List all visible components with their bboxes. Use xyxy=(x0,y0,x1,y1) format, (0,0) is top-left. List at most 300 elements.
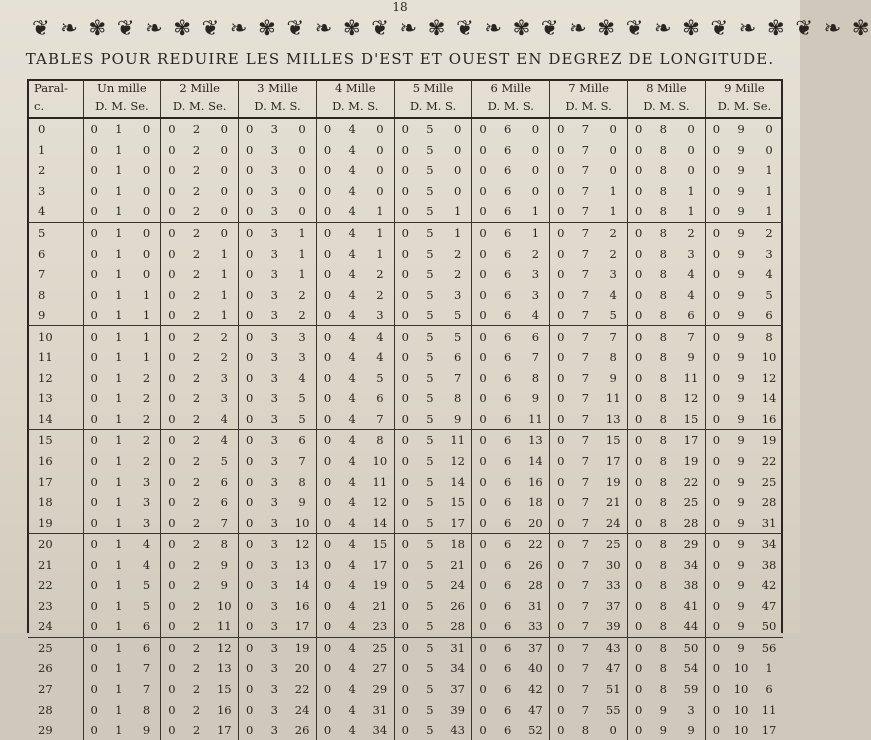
seconds-cell: 5 xyxy=(599,305,627,326)
degrees-cell: 0 xyxy=(627,368,649,389)
minutes-cell: 5 xyxy=(426,598,434,613)
table-row xyxy=(28,409,783,430)
seconds-cell: 13 xyxy=(528,433,543,448)
seconds-cell: 24 xyxy=(599,512,627,533)
minutes-cell: 4 xyxy=(348,163,356,178)
minutes-cell: 1 xyxy=(115,163,123,178)
minutes-cell: 3 xyxy=(270,329,278,344)
degrees-cell: 0 xyxy=(83,222,105,243)
minutes-cell: 6 xyxy=(504,267,512,282)
seconds-cell: 7 xyxy=(531,350,540,365)
degrees-cell: 0 xyxy=(394,368,416,389)
degrees-cell: 0 xyxy=(705,409,727,430)
minutes-cell: 3 xyxy=(270,226,278,240)
seconds-cell: 14 xyxy=(761,391,777,406)
seconds-cell: 7 xyxy=(142,661,151,676)
seconds-cell: 24 xyxy=(294,702,310,717)
minutes-cell: 4 xyxy=(338,616,366,637)
minutes-cell: 1 xyxy=(115,433,123,448)
seconds-cell: 0 xyxy=(298,142,306,157)
parallel-degree: 8 xyxy=(38,287,46,302)
degrees-cell: 0 xyxy=(705,637,727,658)
seconds-cell: 9 xyxy=(687,350,695,365)
header-column-5-miles: 5 Mille xyxy=(394,80,472,98)
degrees-cell: 0 xyxy=(550,637,572,658)
table-row xyxy=(28,222,783,243)
seconds-cell: 9 xyxy=(609,370,617,385)
degrees-cell: 0 xyxy=(550,554,572,575)
minutes-cell: 9 xyxy=(737,454,745,469)
minutes-cell: 1 xyxy=(105,409,133,430)
minutes-cell: 9 xyxy=(737,495,745,510)
header-column-7-units: D. M. S. xyxy=(550,98,628,118)
minutes-cell: 4 xyxy=(338,512,366,533)
degrees-cell: 0 xyxy=(161,637,183,658)
degrees-cell: 0 xyxy=(394,451,416,472)
seconds-cell: 14 xyxy=(528,454,543,469)
degrees-cell: 0 xyxy=(83,284,105,305)
seconds-cell: 2 xyxy=(687,226,695,240)
minutes-cell: 3 xyxy=(270,474,278,489)
degrees-cell: 0 xyxy=(161,512,183,533)
minutes-cell: 3 xyxy=(270,682,278,697)
minutes-cell: 8 xyxy=(649,409,677,430)
degrees-cell: 0 xyxy=(550,305,572,326)
minutes-cell: 6 xyxy=(504,391,512,406)
minutes-cell: 6 xyxy=(504,350,512,365)
degrees-cell: 0 xyxy=(161,140,183,161)
degrees-cell: 0 xyxy=(705,118,727,140)
minutes-cell: 5 xyxy=(416,512,444,533)
degrees-cell: 0 xyxy=(472,637,494,658)
minutes-cell: 6 xyxy=(504,226,512,240)
minutes-cell: 1 xyxy=(115,329,123,344)
seconds-cell: 51 xyxy=(605,682,621,697)
seconds-cell: 15 xyxy=(605,433,621,448)
seconds-cell: 34 xyxy=(761,537,777,552)
degrees-cell: 0 xyxy=(83,533,105,554)
minutes-cell: 9 xyxy=(727,512,755,533)
degrees-cell: 0 xyxy=(239,222,261,243)
minutes-cell: 9 xyxy=(727,616,755,637)
seconds-cell: 34 xyxy=(450,661,465,676)
degrees-cell: 0 xyxy=(394,388,416,409)
degrees-cell: 0 xyxy=(394,471,416,492)
degrees-cell: 0 xyxy=(83,305,105,326)
seconds-cell: 3 xyxy=(453,287,462,302)
header-column-8-units: D. M. S. xyxy=(627,98,705,118)
parallel-degree: 3 xyxy=(38,183,46,198)
degrees-cell: 0 xyxy=(705,326,727,347)
degrees-cell: 0 xyxy=(550,720,572,740)
minutes-cell: 1 xyxy=(115,557,123,572)
seconds-cell: 2 xyxy=(133,409,161,430)
degrees-cell: 0 xyxy=(83,616,105,637)
minutes-cell: 9 xyxy=(737,433,745,448)
seconds-cell: 0 xyxy=(453,183,462,198)
table-row xyxy=(28,140,783,161)
seconds-cell: 11 xyxy=(450,433,465,448)
minutes-cell: 8 xyxy=(659,598,667,613)
seconds-cell: 2 xyxy=(142,454,151,469)
seconds-cell: 47 xyxy=(528,702,543,717)
degrees-cell: 0 xyxy=(394,284,416,305)
table-row xyxy=(28,368,783,389)
parallel-degree: 26 xyxy=(38,661,53,676)
seconds-cell: 1 xyxy=(755,201,783,222)
seconds-cell: 2 xyxy=(142,391,151,406)
degrees-cell: 0 xyxy=(239,637,261,658)
seconds-cell: 0 xyxy=(453,122,462,137)
page-title: TABLES POUR REDUIRE LES MILLES D'EST ET OUEST EN DEGREZ DE LONGITUDE. xyxy=(25,50,775,68)
table-row xyxy=(28,575,783,596)
parallel-degree: 6 xyxy=(38,246,46,261)
degrees-cell: 0 xyxy=(239,575,261,596)
seconds-cell: 6 xyxy=(220,474,228,489)
degrees-cell: 0 xyxy=(239,512,261,533)
minutes-cell: 3 xyxy=(260,409,288,430)
degrees-cell: 0 xyxy=(161,596,183,617)
minutes-cell: 7 xyxy=(581,537,590,552)
degrees-cell: 0 xyxy=(239,326,261,347)
degrees-cell: 0 xyxy=(239,201,261,222)
minutes-cell: 6 xyxy=(504,122,512,137)
seconds-cell: 11 xyxy=(522,409,550,430)
degrees-cell: 0 xyxy=(550,347,572,368)
degrees-cell: 0 xyxy=(161,305,183,326)
minutes-cell: 1 xyxy=(105,305,133,326)
seconds-cell: 38 xyxy=(683,578,699,593)
degrees-cell: 0 xyxy=(550,699,572,720)
degrees-cell: 0 xyxy=(394,118,416,140)
seconds-cell: 7 xyxy=(211,512,239,533)
degrees-cell: 0 xyxy=(705,388,727,409)
degrees-cell: 0 xyxy=(316,160,338,181)
degrees-cell: 0 xyxy=(705,451,727,472)
minutes-cell: 6 xyxy=(494,305,522,326)
seconds-cell: 0 xyxy=(453,163,462,178)
degrees-cell: 0 xyxy=(316,326,338,347)
seconds-cell: 8 xyxy=(609,350,617,365)
degrees-cell: 0 xyxy=(83,201,105,222)
seconds-cell: 0 xyxy=(765,142,773,157)
parallel-degree: 16 xyxy=(38,454,53,469)
seconds-cell: 1 xyxy=(366,201,394,222)
minutes-cell: 5 xyxy=(416,305,444,326)
seconds-cell: 20 xyxy=(522,512,550,533)
seconds-cell: 1 xyxy=(298,226,306,240)
degrees-cell: 0 xyxy=(394,554,416,575)
degrees-cell: 0 xyxy=(550,140,572,161)
seconds-cell: 0 xyxy=(142,267,151,282)
minutes-cell: 8 xyxy=(659,495,667,510)
degrees-cell: 0 xyxy=(161,264,183,285)
degrees-cell: 0 xyxy=(161,492,183,513)
seconds-cell: 17 xyxy=(216,723,232,738)
seconds-cell: 0 xyxy=(142,226,151,240)
minutes-cell: 1 xyxy=(115,122,123,137)
header-column-2-miles: 2 Mille xyxy=(161,80,239,98)
seconds-cell: 8 xyxy=(531,370,540,385)
minutes-cell: 4 xyxy=(348,433,356,448)
parallel-degree: 15 xyxy=(38,433,53,448)
seconds-cell: 25 xyxy=(372,640,388,655)
degrees-cell: 0 xyxy=(83,471,105,492)
seconds-cell: 34 xyxy=(683,557,699,572)
minutes-cell: 2 xyxy=(192,598,201,613)
degrees-cell: 0 xyxy=(472,492,494,513)
seconds-cell: 1 xyxy=(298,246,306,261)
seconds-cell: 17 xyxy=(683,433,699,448)
degrees-cell: 0 xyxy=(472,243,494,264)
seconds-cell: 22 xyxy=(683,474,699,489)
seconds-cell: 21 xyxy=(605,495,621,510)
seconds-cell: 11 xyxy=(372,474,388,489)
minutes-cell: 2 xyxy=(183,512,211,533)
degrees-cell: 0 xyxy=(550,284,572,305)
minutes-cell: 5 xyxy=(416,409,444,430)
minutes-cell: 9 xyxy=(737,391,745,406)
seconds-cell: 5 xyxy=(765,287,773,302)
minutes-cell: 1 xyxy=(105,616,133,637)
seconds-cell: 4 xyxy=(211,409,239,430)
degrees-cell: 0 xyxy=(83,554,105,575)
minutes-cell: 5 xyxy=(416,201,444,222)
degrees-cell: 0 xyxy=(316,699,338,720)
degrees-cell: 0 xyxy=(83,118,105,140)
seconds-cell: 0 xyxy=(220,122,228,137)
minutes-cell: 6 xyxy=(504,557,512,572)
degrees-cell: 0 xyxy=(472,720,494,740)
seconds-cell: 2 xyxy=(142,370,151,385)
degrees-cell: 0 xyxy=(627,181,649,202)
degrees-cell: 0 xyxy=(627,699,649,720)
degrees-cell: 0 xyxy=(239,284,261,305)
minutes-cell: 2 xyxy=(192,454,201,469)
minutes-cell: 4 xyxy=(348,702,356,717)
degrees-cell: 0 xyxy=(550,326,572,347)
seconds-cell: 19 xyxy=(761,433,777,448)
header-column-8-miles: 8 Mille xyxy=(627,80,705,98)
minutes-cell: 7 xyxy=(581,578,590,593)
parallel-degree: 14 xyxy=(28,409,83,430)
seconds-cell: 8 xyxy=(765,329,773,344)
degrees-cell: 0 xyxy=(161,430,183,451)
seconds-cell: 22 xyxy=(528,537,543,552)
minutes-cell: 2 xyxy=(192,350,201,365)
degrees-cell: 0 xyxy=(394,430,416,451)
minutes-cell: 7 xyxy=(581,226,590,240)
seconds-cell: 3 xyxy=(142,474,151,489)
minutes-cell: 6 xyxy=(494,512,522,533)
table-row xyxy=(28,388,783,409)
degrees-cell: 0 xyxy=(627,388,649,409)
degrees-cell: 0 xyxy=(550,658,572,679)
table-row xyxy=(28,554,783,575)
ornamental-border-icon: ❦ ❧ ✾ ❦ ❧ ✾ ❦ ❧ ✾ ❦ ❧ ✾ ❦ ❧ ✾ ❦ ❧ ✾ ❦ ❧ ✾ ❦ ❧ ✾ ❦ ❧ ✾ ❦ ❧ ✾ xyxy=(32,16,871,40)
seconds-cell: 3 xyxy=(765,246,773,261)
degrees-cell: 0 xyxy=(161,471,183,492)
minutes-cell: 4 xyxy=(348,370,356,385)
seconds-cell: 4 xyxy=(765,267,773,282)
minutes-cell: 2 xyxy=(192,474,201,489)
seconds-cell: 4 xyxy=(142,557,151,572)
minutes-cell: 4 xyxy=(348,246,356,261)
minutes-cell: 2 xyxy=(192,578,201,593)
degrees-cell: 0 xyxy=(705,430,727,451)
minutes-cell: 8 xyxy=(659,433,667,448)
minutes-cell: 4 xyxy=(348,391,356,406)
degrees-cell: 0 xyxy=(550,596,572,617)
seconds-cell: 13 xyxy=(216,661,232,676)
seconds-cell: 1 xyxy=(522,201,550,222)
minutes-cell: 4 xyxy=(348,557,356,572)
degrees-cell: 0 xyxy=(627,720,649,740)
degrees-cell: 0 xyxy=(161,699,183,720)
seconds-cell: 0 xyxy=(220,226,228,240)
minutes-cell: 6 xyxy=(494,616,522,637)
degrees-cell: 0 xyxy=(472,305,494,326)
seconds-cell: 10 xyxy=(216,598,232,613)
degrees-cell: 0 xyxy=(161,451,183,472)
minutes-cell: 6 xyxy=(504,142,512,157)
degrees-cell: 0 xyxy=(161,720,183,740)
minutes-cell: 6 xyxy=(504,640,512,655)
seconds-cell: 1 xyxy=(687,183,695,198)
minutes-cell: 3 xyxy=(270,183,278,198)
degrees-cell: 0 xyxy=(394,699,416,720)
minutes-cell: 9 xyxy=(737,163,745,178)
seconds-cell: 15 xyxy=(216,682,232,697)
seconds-cell: 0 xyxy=(609,122,617,137)
minutes-cell: 3 xyxy=(270,370,278,385)
parallel-degree: 9 xyxy=(28,305,83,326)
seconds-cell: 11 xyxy=(683,370,699,385)
seconds-cell: 1 xyxy=(376,246,384,261)
seconds-cell: 42 xyxy=(761,578,777,593)
minutes-cell: 2 xyxy=(192,682,201,697)
degrees-cell: 0 xyxy=(316,451,338,472)
seconds-cell: 29 xyxy=(372,682,388,697)
minutes-cell: 6 xyxy=(504,246,512,261)
minutes-cell: 7 xyxy=(581,329,590,344)
parallel-degree: 0 xyxy=(38,122,46,137)
longitude-conversion-table xyxy=(28,80,783,740)
degrees-cell: 0 xyxy=(550,451,572,472)
minutes-cell: 9 xyxy=(737,246,745,261)
minutes-cell: 7 xyxy=(581,598,590,613)
table-row xyxy=(28,596,783,617)
seconds-cell: 2 xyxy=(765,226,773,240)
minutes-cell: 5 xyxy=(426,474,434,489)
seconds-cell: 28 xyxy=(677,512,705,533)
degrees-cell: 0 xyxy=(161,181,183,202)
seconds-cell: 0 xyxy=(142,142,151,157)
seconds-cell: 2 xyxy=(531,246,540,261)
degrees-cell: 0 xyxy=(394,347,416,368)
seconds-cell: 34 xyxy=(372,723,388,738)
table-row xyxy=(28,451,783,472)
degrees-cell: 0 xyxy=(627,222,649,243)
seconds-cell: 43 xyxy=(605,640,621,655)
seconds-cell: 9 xyxy=(142,723,151,738)
parallel-degree: 17 xyxy=(38,474,53,489)
seconds-cell: 8 xyxy=(142,702,151,717)
minutes-cell: 9 xyxy=(737,287,745,302)
minutes-cell: 7 xyxy=(581,454,590,469)
seconds-cell: 39 xyxy=(599,616,627,637)
minutes-cell: 9 xyxy=(659,702,667,717)
degrees-cell: 0 xyxy=(161,160,183,181)
degrees-cell: 0 xyxy=(83,243,105,264)
seconds-cell: 1 xyxy=(220,246,228,261)
seconds-cell: 1 xyxy=(142,350,151,365)
degrees-cell: 0 xyxy=(83,326,105,347)
minutes-cell: 7 xyxy=(581,122,590,137)
degrees-cell: 0 xyxy=(472,326,494,347)
seconds-cell: 6 xyxy=(133,616,161,637)
seconds-cell: 18 xyxy=(450,537,465,552)
degrees-cell: 0 xyxy=(472,533,494,554)
minutes-cell: 5 xyxy=(426,433,434,448)
minutes-cell: 6 xyxy=(504,287,512,302)
minutes-cell: 1 xyxy=(115,454,123,469)
minutes-cell: 9 xyxy=(737,557,745,572)
seconds-cell: 59 xyxy=(683,682,699,697)
seconds-cell: 6 xyxy=(677,305,705,326)
seconds-cell: 6 xyxy=(376,391,384,406)
minutes-cell: 8 xyxy=(659,640,667,655)
minutes-cell: 3 xyxy=(270,391,278,406)
seconds-cell: 3 xyxy=(687,246,695,261)
minutes-cell: 8 xyxy=(649,512,677,533)
minutes-cell: 7 xyxy=(581,391,590,406)
seconds-cell: 31 xyxy=(528,598,543,613)
header-column-9-miles: 9 Mille xyxy=(705,80,783,98)
minutes-cell: 4 xyxy=(338,409,366,430)
parallel-degree: 5 xyxy=(38,226,46,240)
degrees-cell: 0 xyxy=(627,451,649,472)
minutes-cell: 1 xyxy=(115,267,123,282)
minutes-cell: 9 xyxy=(727,409,755,430)
minutes-cell: 3 xyxy=(270,163,278,178)
degrees-cell: 0 xyxy=(239,181,261,202)
minutes-cell: 4 xyxy=(348,598,356,613)
minutes-cell: 10 xyxy=(733,682,749,697)
seconds-cell: 33 xyxy=(522,616,550,637)
minutes-cell: 5 xyxy=(426,454,434,469)
degrees-cell: 0 xyxy=(316,512,338,533)
seconds-cell: 2 xyxy=(220,329,228,344)
minutes-cell: 2 xyxy=(192,557,201,572)
seconds-cell: 9 xyxy=(298,495,306,510)
degrees-cell: 0 xyxy=(239,160,261,181)
minutes-cell: 5 xyxy=(426,723,434,738)
degrees-cell: 0 xyxy=(83,720,105,740)
seconds-cell: 19 xyxy=(683,454,699,469)
seconds-cell: 16 xyxy=(755,409,783,430)
seconds-cell: 0 xyxy=(211,201,239,222)
minutes-cell: 10 xyxy=(733,723,749,738)
minutes-cell: 6 xyxy=(504,474,512,489)
minutes-cell: 4 xyxy=(338,201,366,222)
minutes-cell: 2 xyxy=(192,183,201,198)
minutes-cell: 3 xyxy=(270,640,278,655)
minutes-cell: 2 xyxy=(183,305,211,326)
seconds-cell: 6 xyxy=(531,329,540,344)
seconds-cell: 17 xyxy=(761,723,777,738)
degrees-cell: 0 xyxy=(239,368,261,389)
